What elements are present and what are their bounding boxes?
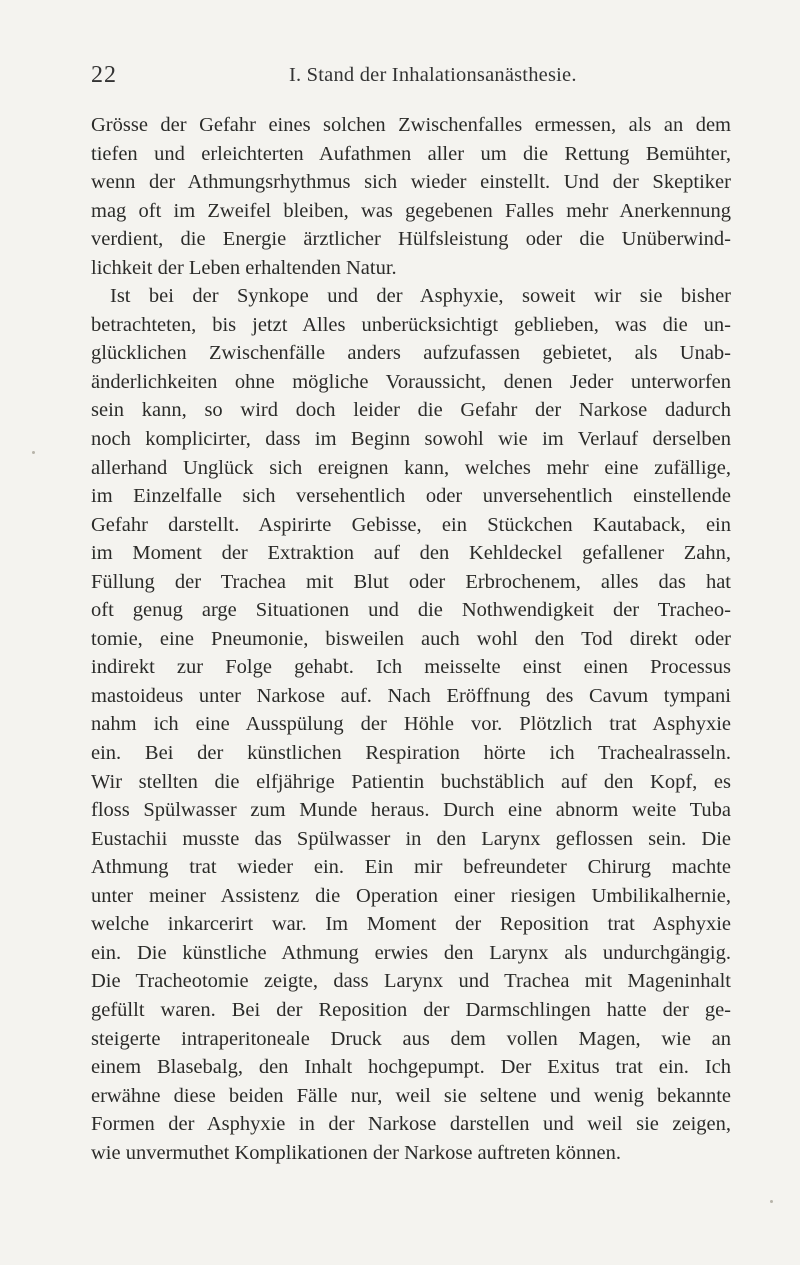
text-line: im Einzelfalle sich versehentlich oder unversehentlich einstellende bbox=[91, 485, 731, 508]
page-header bbox=[91, 62, 731, 92]
text-line: Eustachii musste das Spülwasser in den Larynx geflossen sein. Die bbox=[91, 827, 731, 850]
paragraph-1 bbox=[91, 111, 731, 282]
text-line: steigerte intraperitoneale Druck aus dem vollen Magen, wie an bbox=[91, 1027, 731, 1050]
text-line: mastoideus unter Narkose auf. Nach Eröffnung des Cavum tympani bbox=[91, 684, 731, 707]
text-line: glücklichen Zwischenfälle anders aufzufassen gebietet, als Unab- bbox=[91, 342, 731, 365]
text-line: ein. Die künstliche Athmung erwies den Larynx als undurchgängig. bbox=[91, 941, 731, 964]
text-line: Füllung der Trachea mit Blut oder Erbrochenem, alles das hat bbox=[91, 570, 731, 593]
text-line: im Moment der Extraktion auf den Kehldeckel gefallener Zahn, bbox=[91, 542, 731, 565]
text-line: tiefen und erleichterten Aufathmen aller um die Rettung Bemühter, bbox=[91, 142, 731, 165]
text-line: änderlichkeiten ohne mögliche Voraussicht, denen Jeder unterworfen bbox=[91, 370, 731, 393]
text-line: ein. Bei der künstlichen Respiration hörte ich Trachealrasseln. bbox=[91, 742, 731, 765]
text-line: erwähne diese beiden Fälle nur, weil sie seltene und wenig bekannte bbox=[91, 1084, 731, 1107]
text-line: Athmung trat wieder ein. Ein mir befreundeter Chirurg machte bbox=[91, 856, 731, 879]
text-line: unter meiner Assistenz die Operation einer riesigen Umbilikalhernie, bbox=[91, 884, 731, 907]
text-line: gefüllt waren. Bei der Reposition der Darmschlingen hatte der ge- bbox=[91, 998, 731, 1021]
text-line: oft genug arge Situationen und die Nothwendigkeit der Tracheo- bbox=[91, 599, 731, 622]
text-line: welche inkarcerirt war. Im Moment der Reposition trat Asphyxie bbox=[91, 913, 731, 936]
text-line: allerhand Unglück sich ereignen kann, welches mehr eine zufällige, bbox=[91, 456, 731, 479]
text-line: Die Tracheotomie zeigte, dass Larynx und Trachea mit Mageninhalt bbox=[91, 970, 731, 993]
body-text bbox=[91, 111, 731, 1167]
text-line: sein kann, so wird doch leider die Gefahr der Narkose dadurch bbox=[91, 399, 731, 422]
text-line: wie unvermuthet Komplikationen der Narkose auftreten können. bbox=[91, 1141, 621, 1164]
text-line: tomie, eine Pneumonie, bisweilen auch wohl den Tod direkt oder bbox=[91, 627, 731, 650]
text-line: Ist bei der Synkope und der Asphyxie, soweit wir sie bisher bbox=[110, 285, 731, 308]
text-line: Grösse der Gefahr eines solchen Zwischenfalles ermessen, als an dem bbox=[91, 114, 731, 136]
text-line: einem Blasebalg, den Inhalt hochgepumpt. Der Exitus trat ein. Ich bbox=[91, 1056, 731, 1079]
text-line: Gefahr darstellt. Aspirirte Gebisse, ein Stückchen Kautaback, ein bbox=[91, 513, 731, 536]
text-line: Formen der Asphyxie in der Narkose darstellen und weil sie zeigen, bbox=[91, 1113, 731, 1136]
text-line: floss Spülwasser zum Munde heraus. Durch eine abnorm weite Tuba bbox=[91, 799, 731, 822]
text-line: wenn der Athmungsrhythmus sich wieder einstellt. Und der Skeptiker bbox=[91, 171, 731, 194]
text-line: mag oft im Zweifel bleiben, was gegebenen Falles mehr Anerkennung bbox=[91, 199, 731, 222]
paper-speck bbox=[32, 451, 35, 454]
text-line: indirekt zur Folge gehabt. Ich meisselte einst einen Processus bbox=[91, 656, 731, 679]
text-line: verdient, die Energie ärztlicher Hülfsleistung oder die Unüberwind- bbox=[91, 228, 731, 251]
text-line: betrachteten, bis jetzt Alles unberücksichtigt geblieben, was die un- bbox=[91, 313, 731, 336]
paper-speck bbox=[770, 1200, 773, 1203]
text-line: noch komplicirter, dass im Beginn sowohl wie im Verlauf derselben bbox=[91, 428, 731, 451]
paragraph-2 bbox=[91, 282, 731, 1167]
text-line: nahm ich eine Ausspülung der Höhle vor. Plötzlich trat Asphyxie bbox=[91, 713, 731, 736]
text-line: lichkeit der Leben erhaltenden Natur. bbox=[91, 256, 397, 279]
running-head: I. Stand der Inhalationsanästhesie. bbox=[289, 64, 577, 86]
text-line: Wir stellten die elfjährige Patientin buchstäblich auf den Kopf, es bbox=[91, 770, 731, 793]
page-number: 22 bbox=[91, 62, 117, 88]
